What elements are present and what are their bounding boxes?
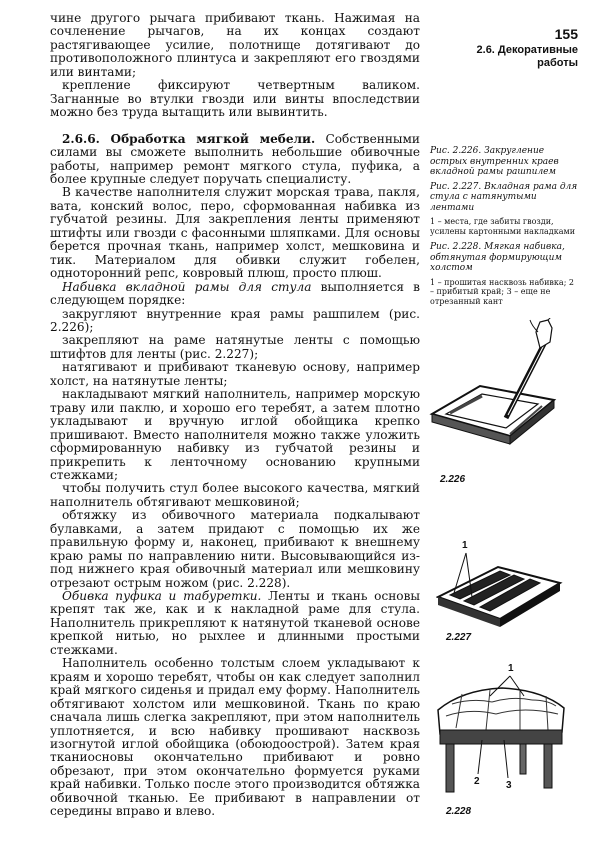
list-item: закругляют внутренние края рамы рашпилем (рис. 2.226); <box>50 306 420 334</box>
caption-2226: Рис. 2.226. Закругление острых внутренних краев вкладной рамы рашпилем <box>430 146 559 177</box>
figure-2226 <box>428 318 558 458</box>
callout-3: 3 <box>506 780 512 791</box>
caption-2227-note: 1 – места, где забиты гвозди, усилены картонными накладками <box>430 217 576 236</box>
main-text <box>50 12 420 819</box>
paragraph <box>50 133 420 187</box>
hand-icon <box>530 318 554 348</box>
list-item: натягивают и прибивают тканевую основу, например холст, на натянутые ленты; <box>50 360 420 388</box>
callout-1: 1 <box>462 540 468 551</box>
list-item: чтобы получить стул более высокого качества, мягкий наполнитель обтягивают мешковиной; <box>50 481 420 509</box>
paragraph-text: Собственными силами вы сможете выполнить небольшие обивочные работы, например ремонт мягкого стула, пуфика, а более крупные следует поручать специалисту. <box>50 131 420 186</box>
paragraph-text: выполняется в следующем порядке: <box>50 279 420 308</box>
paragraph: чине другого рычага прибивают ткань. Нажимая на сочленение рычагов, на их концах создают растягивающее усилие, полотнище дотягивают до противоположного плинтуса и закрепляют его гвоздями или винтами; <box>50 11 420 79</box>
italic-lead: Обивка пуфика и табуретки. <box>62 589 262 604</box>
figure-label-2228: 2.228 <box>446 806 472 817</box>
caption-2227: Рис. 2.227. Вкладная рама для стула с натянутыми лентами <box>430 181 578 213</box>
paragraph-text: Ленты и ткань основы крепят так же, как и к накладной раме для стула. Наполнитель прикрепляют к натянутой тканевой основе крепкой нитью, но рыхлее и длинными простыми стежками. <box>50 589 421 657</box>
legs <box>446 744 552 792</box>
section-title: 2.6. Декоративные работы <box>476 44 578 69</box>
figure-2228 <box>432 670 572 800</box>
list-item: накладывают мягкий наполнитель, например морскую траву или паклю, и хорошо его теребят, а затем плотно укладывают и вручную иглой обойщика крепко пришивают. Вместо наполнителя можно также уложить сформированную набивку из губчатой резины и прикрепить к ленточному основанию крупными стежками; <box>50 387 420 482</box>
figure-label-2227: 2.227 <box>446 632 472 643</box>
figure-label-2226: 2.226 <box>440 474 466 485</box>
paragraph: В качестве наполнителя служит морская трава, пакля, вата, конский волос, перо, сформованная набивка из губчатой резины. Для закрепления ленты применяют штифты или гвозди с фасонными шляпками. Для основы берется прочная ткань, например холст, мешковина и тик. Материалом для обивки служит гобелен, одноторонний репс, ковровый плюш, просто плюш. <box>50 185 420 281</box>
figure-2227 <box>436 545 566 635</box>
section-heading: 2.6.6. Обработка мягкой мебели. <box>62 131 316 146</box>
page-number: 155 <box>554 26 578 42</box>
figure-captions <box>430 146 580 312</box>
italic-lead: Набивка вкладной рамы для стула <box>62 279 312 294</box>
paragraph <box>50 590 420 657</box>
list-item: обтяжку из обивочного материала подкалывают булавками, а затем придают с помощью их же правильную форму и, наконец, прибивают к внешнему краю рамы по направлению нити. Высовывающийся из-под нижнего края обивочный материал или мешковину отрезают острым ножом (рис. 2.228). <box>50 508 420 590</box>
paragraph: Наполнитель особенно толстым слоем укладывают к краям и хорошо теребят, чтобы он как следует заполнил край мягкого сиденья и придал ему форму. Наполнитель обтягивают холстом или мешковиной. Ткань по краю сначала лишь слегка закрепляют, при этом наполнитель уплотняется, и всю набивку прошивают насквозь изогнутой иглой обойщика (обоюдоострой). Затем края тканиосновы окончательно прибивают и ровно обрезают, при этом окончательно формуется руками край набивки. Только после этого производится обтяжка обивочной тканью. Ее прибивают в направлении от середины вправо и влево. <box>50 656 420 819</box>
paragraph: крепление фиксируют четвертным валиком. Загнанные во втулки гвозди или винты впоследствии можно без труда вытащить или вывинтить. <box>50 78 420 120</box>
paragraph <box>50 281 420 308</box>
caption-2228-note: 1 – прошитая насквозь набивка; 2 – прибитый край; 3 – еще не отрезанный кант <box>430 277 575 306</box>
list-item: закрепляют на раме натянутые ленты с помощью штифтов для ленты (рис. 2.227); <box>50 333 420 361</box>
callout-2: 2 <box>474 776 480 787</box>
callout-1: 1 <box>508 663 514 674</box>
caption-2228: Рис. 2.228. Мягкая набивка, обтянутая формирующим холстом <box>430 242 565 273</box>
